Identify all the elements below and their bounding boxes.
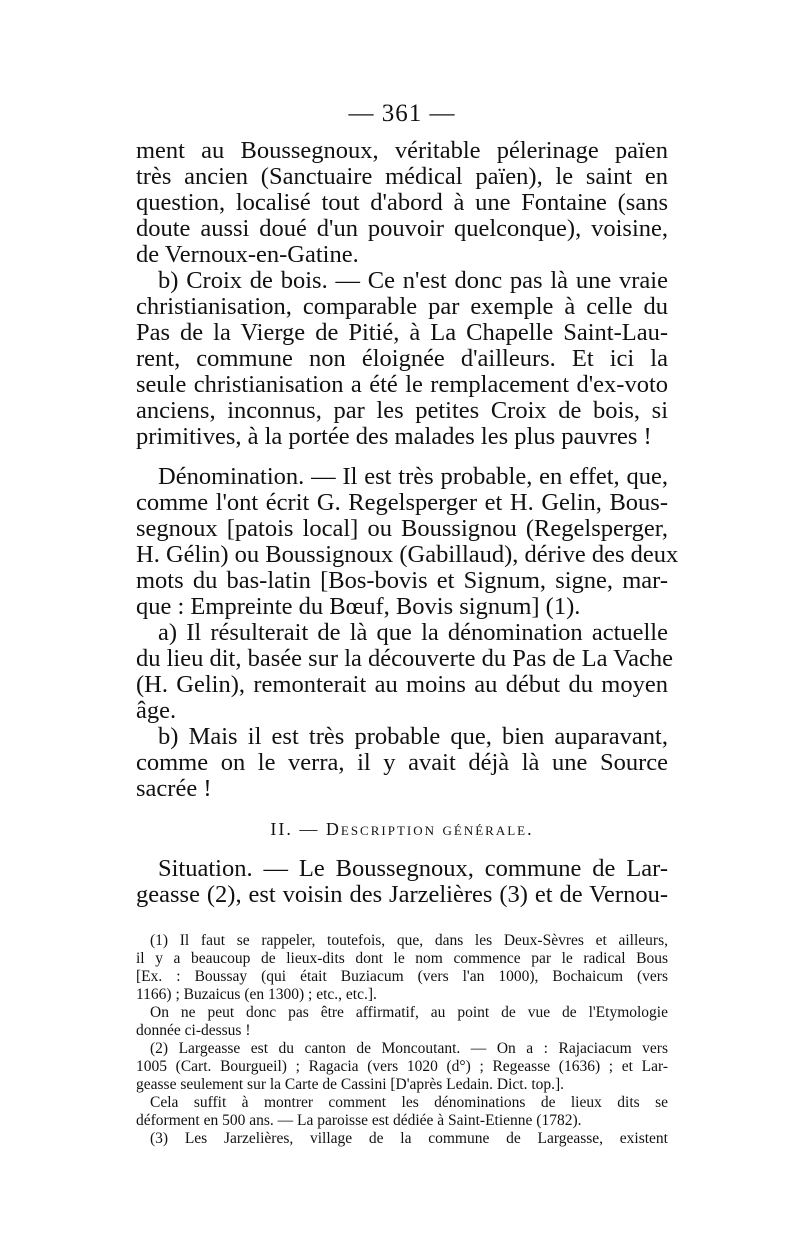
text-line: âge. [136,697,177,724]
footnote-line: il y a beaucoup de lieux-dits dont le nom commence par le radical Bous [136,950,668,967]
text-line: mots du bas-latin [Bos-bovis et Signum, signe, mar- [136,567,668,594]
situation-paragraph [136,856,668,908]
text-line: seule christianisation a été le remplacement d'ex-voto [136,371,668,398]
footnote-line: geasse seulement sur la Carte de Cassini [D'après Ledain. Dict. top.]. [136,1076,565,1093]
text-line: rent, commune non éloignée d'ailleurs. Et ici la [136,345,668,372]
text-line: du lieu dit, basée sur la découverte du Pas de La Vache [136,645,674,672]
text-line: Situation. — Le Boussegnoux, commune de Lar- [158,855,668,882]
book-page [136,100,679,1148]
text-line: doute aussi doué d'un pouvoir quelconque), voisine, [136,215,668,242]
footnote-line: 1005 (Cart. Bourgueil) ; Ragacia (vers 1020 (d°) ; Regeasse (1636) ; et Lar- [136,1058,668,1075]
text-line: geasse (2), est voisin des Jarzelières (3) et de Vernou- [136,881,668,908]
footnotes [136,932,668,1148]
text-line: H. Gélin) ou Boussignoux (Gabillaud), dérive des deux [136,541,679,568]
text-line: christianisation, comparable par exemple à celle du [136,293,668,320]
text-line: segnoux [patois local] ou Boussignou (Regelsperger, [136,515,668,542]
text-line: (H. Gelin), remonterait au moins au début du moyen [136,671,668,698]
text-line: que : Empreinte du Bœuf, Bovis signum] (1). [136,593,581,620]
text-line: comme l'ont écrit G. Regelsperger et H. Gelin, Bous- [136,489,668,516]
footnote-line: (3) Les Jarzelières, village de la commune de Largeasse, existent [150,1130,668,1147]
footnote-line: donnée ci-dessus ! [136,1022,251,1039]
page-number: — 361 — [348,100,456,127]
text-line: a) Il résulterait de là que la dénomination actuelle [158,619,668,646]
text-line: comme on le verra, il y avait déjà là une Source [136,749,668,776]
text-line: anciens, inconnus, par les petites Croix de bois, si [136,397,668,424]
text-line: ment au Boussegnoux, véritable pélerinage païen [136,137,668,164]
footnote-line: [Ex. : Boussay (qui était Buziacum (vers l'an 1000), Bochaicum (vers [136,968,668,985]
footnote-line: (1) Il faut se rappeler, toutefois, que, dans les Deux-Sèvres et ailleurs, [150,932,668,949]
text-line: b) Croix de bois. — Ce n'est donc pas là une vraie [158,267,668,294]
text-line: Pas de la Vierge de Pitié, à La Chapelle Saint-Lau- [136,319,668,346]
text-line: Dénomination. — Il est très probable, en effet, que, [158,463,668,490]
text-line: question, localisé tout d'abord à une Fontaine (sans [136,189,668,216]
text-line: de Vernoux-en-Gatine. [136,241,359,268]
footnote-line: On ne peut donc pas être affirmatif, au point de vue de l'Etymologie [150,1004,668,1021]
footnote-line: déforment en 500 ans. — La paroisse est dédiée à Saint-Etienne (1782). [136,1112,582,1129]
text-line: b) Mais il est très probable que, bien auparavant, [158,723,668,750]
text-line [136,450,668,464]
text-line: primitives, à la portée des malades les plus pauvres ! [136,423,652,450]
footnote-line: 1166) ; Buzaicus (en 1300) ; etc., etc.]. [136,986,377,1003]
section-heading: II. — Description générale. [270,819,534,839]
footnote-line: Cela suffit à montrer comment les dénominations de lieux dits se [150,1094,668,1111]
body-text [136,137,679,802]
text-line: sacrée ! [136,775,212,802]
text-line: très ancien (Sanctuaire médical païen), le saint en [136,163,668,190]
footnote-line: (2) Largeasse est du canton de Moncoutant. — On a : Rajaciacum vers [150,1040,668,1057]
